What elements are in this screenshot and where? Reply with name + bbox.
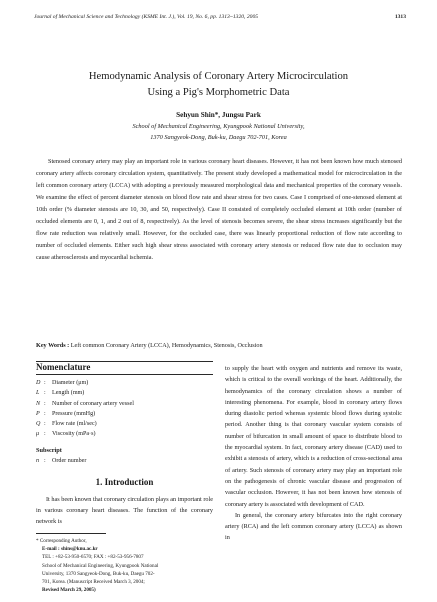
symbol: n	[36, 458, 40, 464]
keywords-text: Left common Coronary Artery (LCCA), Hemodynamics, Stenosis, Occlusion	[70, 342, 263, 349]
definition: Pressure (mmHg)	[52, 410, 96, 417]
separator: :	[44, 421, 46, 428]
symbol: P	[36, 410, 40, 417]
footnote-corresponding: * Corresponding Author,	[36, 538, 87, 544]
symbol: D	[36, 380, 41, 386]
paragraph: In general, the coronary artery bifurcates into the right coronary artery (RCA) and the left common coronary artery (LCCA) as shown in	[225, 511, 402, 542]
footnote-address-3: 701, Korea. (Manuscript Received March 3, 2004;	[42, 579, 145, 586]
footnote-address-1: School of Mechanical Engineering, Kyungpook National	[42, 562, 159, 569]
subscript-item	[36, 458, 86, 464]
separator: :	[44, 458, 46, 464]
subscript-heading: Subscript	[36, 447, 62, 454]
nomenclature-item	[36, 399, 206, 409]
keywords-label: Key Words :	[36, 342, 70, 349]
paragraph: to supply the heart with oxygen and nutrients and remove its waste, which is critical to the overall workings of the heart. Additionally, the hemodynamics of the coronary circulation shows a number of interesting phenomena. For example, blood in coronary artery flows during diastolic period whereas systemic blood flows during systolic period. Another thing is that coronary vascular system consists of number of bifurcation in small amount of space to distribute blood to the myocardial system. In fact, coronary artery disease (CAD) used to exhibit a stenosis of artery, which is a reduction of cross-sectional area of artery. Such stenosis of coronary artery may play an important role on the pathogenesis of chronic vascular disease and progression of vascular occlusion. However, it has not been known how stenosis of coronary artery is associated with development of CAD.	[225, 365, 402, 508]
footnote-tel: TEL : +82-53-950-6570; FAX : +82-53-956-7807	[42, 554, 144, 561]
footnote-address-2: University, 1370 Sangyeok-Dong, Buk-ku, Daegu 702-	[42, 570, 155, 577]
separator: :	[44, 410, 46, 417]
nomenclature-item	[36, 388, 206, 398]
symbol: Q	[36, 421, 41, 428]
definition: Flow rate (ml/sec)	[52, 421, 97, 428]
affiliation	[30, 122, 407, 143]
keywords	[36, 341, 402, 351]
symbol: L	[36, 390, 40, 397]
symbol: μ	[36, 431, 40, 438]
affiliation-line-2: 1370 Sangyeok-Dong, Buk-ku, Daegu 702-701, Korea	[150, 133, 287, 141]
title-line-2: Using a Pig's Morphometric Data	[147, 86, 290, 98]
footnote	[36, 537, 216, 594]
nomenclature-item	[36, 378, 206, 388]
footnote-email: E-mail : shins@knu.ac.kr	[42, 546, 98, 553]
authors: Sehyun Shin*, Jungsu Park	[176, 111, 261, 119]
abstract: Stenosed coronary artery may play an important role in various coronary heart diseases. However, it has not been known how much stenosed coronary artery affects coronary circulation system, quantitatively. The present study developed a mathematical model for microcirculation in the left common coronary artery (LCCA) with adopting a previously measured morphological data and mechanical properties of the coronary vessels. We examine the effect of percent diameter stenosis on blood flow rate and shear stress for two cases. Case I comprised of one-stenosed element at 10th order (% diameter stenosis are 10, 30, and 50, respectively). Case II consisted of completely occluded element at 10th order (number of occluded elements are 0, 1, and 2 out of 8, respectively). As the level of stenosis becomes severe, the shear stress increases significantly but the flow rate reduction was relatively small. However, for the occluded case, there was linearly proportional reduction of flow rate according to number of occluded elements. Either such high shear stress associated with coronary artery stenosis or reduced flow rate due to occlusion may cause atherosclerosis and myocardial ischemia.	[36, 158, 402, 261]
symbol: N	[36, 400, 41, 407]
nomenclature-item	[36, 419, 206, 429]
nomenclature-bottom-rule	[36, 374, 213, 375]
footnote-rule	[36, 533, 106, 534]
separator: :	[44, 431, 46, 438]
journal-citation: Journal of Mechanical Science and Technology (KSME Int. J.), Vol. 19, No. 6, pp. 1313~1320, 2005	[34, 14, 259, 20]
separator: :	[44, 400, 46, 407]
nomenclature-item	[36, 409, 206, 419]
separator: :	[44, 380, 46, 386]
section-heading-introduction: 1. Introduction	[95, 477, 154, 487]
definition: Viscosity (mPa·s)	[52, 431, 96, 438]
introduction-text-left: It has been known that coronary circulation plays an important role in various coronary heart diseases. The function of the coronary network is	[36, 496, 213, 526]
introduction-text-right	[225, 363, 402, 544]
nomenclature-heading: Nomenclature	[36, 362, 91, 372]
nomenclature-list	[36, 378, 206, 440]
footnote-revised: Revised March 29, 2005)	[42, 587, 96, 594]
definition: Diameter (μm)	[52, 380, 89, 386]
definition: Length (mm)	[52, 390, 85, 397]
separator: :	[44, 390, 46, 397]
definition: Order number	[52, 458, 87, 464]
paper-title	[30, 69, 407, 100]
page-number: 1313	[394, 14, 406, 20]
title-line-1: Hemodynamic Analysis of Coronary Artery Microcirculation	[88, 71, 349, 82]
definition: Number of coronary artery vessel	[52, 400, 134, 407]
running-head	[34, 14, 406, 20]
nomenclature-item	[36, 429, 206, 439]
affiliation-line-1: School of Mechanical Engineering, Kyungpook National University,	[132, 123, 305, 130]
